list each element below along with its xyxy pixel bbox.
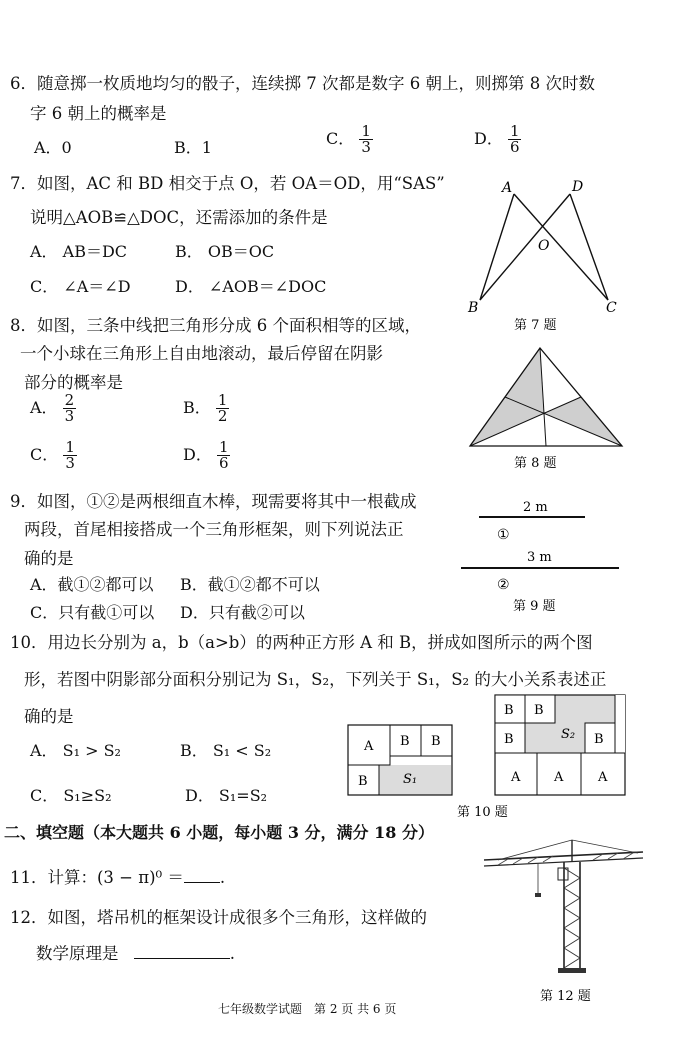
q9-stem-line1: 9．如图，①②是两根细直木棒，现需要将其中一根截成 bbox=[10, 492, 417, 511]
q6-option-c-fraction bbox=[359, 124, 373, 155]
q9-option-b: B．截①②都不可以 bbox=[180, 575, 320, 594]
q6-stem-line1: 6．随意掷一枚质地均匀的骰子，连续掷 7 次都是数字 6 朝上，则掷第 8 次时数 bbox=[10, 74, 595, 93]
q9-length-1: 2 m bbox=[523, 500, 548, 515]
section-2-title: 二、填空题（本大题共 6 小题，每小题 3 分，满分 18 分） bbox=[4, 823, 434, 842]
q7-caption: 第 7 题 bbox=[514, 318, 557, 333]
q10-stem-line2: 形，若图中阴影部分面积分别记为 S₁，S₂，下列关于 S₁，S₂ 的大小关系表述正 bbox=[24, 670, 607, 689]
q9-mark-2: ② bbox=[497, 577, 510, 593]
q10-right-b1: B bbox=[504, 703, 514, 718]
q11-text: 11．计算：(3 − π)⁰ ＝ bbox=[10, 868, 184, 887]
q12-answer-blank[interactable] bbox=[134, 958, 230, 959]
q11-stem bbox=[10, 864, 225, 888]
q9-option-d: D．只有截②可以 bbox=[180, 603, 305, 622]
q6-option-a: A．0 bbox=[34, 138, 72, 157]
q10-figure-left bbox=[348, 725, 452, 795]
page-footer: 七年级数学试题 第 2 页 共 6 页 bbox=[218, 1002, 397, 1016]
q6-option-d-fraction bbox=[508, 124, 522, 155]
q10-left-a: A bbox=[364, 739, 374, 754]
q10-figure bbox=[345, 690, 640, 820]
q7-label-c: C bbox=[606, 300, 617, 316]
q12-stem-line2 bbox=[36, 940, 235, 964]
q8-stem-line3: 部分的概率是 bbox=[24, 373, 123, 392]
q7-stem-line2: 说明△AOB≌△DOC，还需添加的条件是 bbox=[30, 208, 328, 227]
q8-shaded-region bbox=[544, 397, 622, 446]
q7-label-a: A bbox=[502, 180, 513, 196]
q10-option-a: A． S₁ > S₂ bbox=[30, 741, 121, 760]
q8-option-d-label: D． bbox=[183, 445, 212, 464]
q9-stem-line2: 两段，首尾相接搭成一个三角形框架，则下列说法正 bbox=[24, 520, 404, 539]
q7-option-a: A． AB＝DC bbox=[30, 242, 128, 261]
q8-option-d bbox=[183, 440, 230, 471]
q10-option-b: B． S₁ < S₂ bbox=[180, 741, 272, 760]
q8-option-a-label: A． bbox=[30, 398, 58, 417]
q6-stem-line2: 字 6 朝上的概率是 bbox=[30, 104, 167, 123]
crane-figure bbox=[478, 838, 658, 1008]
q10-left-b3: B bbox=[358, 774, 368, 789]
denominator: 3 bbox=[65, 454, 75, 472]
denominator: 3 bbox=[361, 138, 371, 156]
q9-option-a: A．截①②都可以 bbox=[30, 575, 154, 594]
q12-end: . bbox=[229, 944, 235, 963]
numerator: 1 bbox=[509, 122, 520, 140]
q7-stem-line1: 7．如图，AC 和 BD 相交于点 O，若 OA＝OD，用“SAS” bbox=[10, 174, 445, 193]
denominator: 2 bbox=[217, 407, 228, 425]
q9-stem-line3: 确的是 bbox=[24, 549, 74, 568]
q8-option-c-label: C． bbox=[30, 445, 59, 464]
q10-right-b3: B bbox=[504, 732, 514, 747]
q11-answer-blank[interactable] bbox=[184, 882, 220, 883]
numerator: 1 bbox=[65, 438, 75, 456]
q10-left-b1: B bbox=[400, 734, 410, 749]
q8-stem-line1: 8．如图，三条中线把三角形分成 6 个面积相等的区域， bbox=[10, 316, 421, 335]
q10-stem-line3: 确的是 bbox=[24, 707, 74, 726]
denominator: 6 bbox=[218, 454, 229, 472]
q7-option-d: D． ∠AOB＝∠DOC bbox=[175, 277, 327, 296]
q9-caption: 第 9 题 bbox=[513, 599, 556, 614]
q10-caption: 第 10 题 bbox=[457, 805, 508, 820]
numerator: 2 bbox=[64, 391, 75, 409]
numerator: 1 bbox=[218, 438, 229, 456]
q8-option-d-fraction bbox=[217, 440, 231, 471]
q6-option-d bbox=[474, 124, 521, 155]
q10-option-c: C． S₁≥S₂ bbox=[30, 786, 112, 805]
q8-option-b bbox=[183, 393, 229, 424]
q11-end: . bbox=[219, 868, 226, 887]
q8-figure bbox=[462, 342, 632, 472]
q8-option-a-fraction bbox=[63, 393, 77, 424]
q7-option-b: B． OB＝OC bbox=[175, 242, 275, 261]
q7-label-o: O bbox=[538, 238, 550, 254]
q7-label-b: B bbox=[468, 300, 479, 316]
q12-caption: 第 12 题 bbox=[540, 989, 591, 1004]
q6-option-c bbox=[326, 124, 373, 155]
q10-right-b4: B bbox=[594, 732, 604, 747]
q10-right-a1: A bbox=[511, 770, 521, 785]
q10-right-a2: A bbox=[554, 770, 564, 785]
q6-option-c-label: C． bbox=[326, 129, 355, 148]
q10-right-s2: S₂ bbox=[561, 727, 576, 742]
denominator: 3 bbox=[64, 407, 75, 425]
q8-caption: 第 8 题 bbox=[514, 456, 557, 471]
q12-text: 数学原理是 bbox=[36, 944, 119, 963]
q8-option-a bbox=[30, 393, 76, 424]
q10-right-a3: A bbox=[598, 770, 608, 785]
q10-left-s1: S₁ bbox=[403, 772, 418, 787]
q10-right-b2: B bbox=[534, 703, 544, 718]
q7-label-d: D bbox=[572, 179, 584, 195]
q12-stem-line1: 12．如图，塔吊机的框架设计成很多个三角形，这样做的 bbox=[10, 908, 427, 927]
q9-length-2: 3 m bbox=[527, 550, 552, 565]
q8-option-c bbox=[30, 440, 77, 471]
numerator: 1 bbox=[217, 391, 228, 409]
q9-mark-1: ① bbox=[497, 527, 510, 543]
q10-left-b2: B bbox=[431, 734, 441, 749]
q7-option-c: C． ∠A＝∠D bbox=[30, 277, 131, 296]
denominator: 6 bbox=[509, 138, 520, 156]
q8-option-b-fraction bbox=[216, 393, 230, 424]
q10-option-d: D． S₁=S₂ bbox=[185, 786, 268, 805]
numerator: 1 bbox=[361, 122, 371, 140]
q10-stem-line1: 10．用边长分别为 a，b（a>b）的两种正方形 A 和 B，拼成如图所示的两个图 bbox=[10, 633, 593, 652]
q8-stem-line2: 一个小球在三角形上自由地滚动，最后停留在阴影 bbox=[20, 344, 383, 363]
q8-option-c-fraction bbox=[63, 440, 77, 471]
q6-option-b: B．1 bbox=[174, 138, 212, 157]
q8-option-b-label: B． bbox=[183, 398, 211, 417]
q6-option-d-label: D． bbox=[474, 129, 503, 148]
q9-option-c: C．只有截①可以 bbox=[30, 603, 155, 622]
q10-figure-right bbox=[495, 695, 625, 795]
q9-figure bbox=[455, 495, 630, 615]
q7-figure bbox=[462, 172, 632, 337]
